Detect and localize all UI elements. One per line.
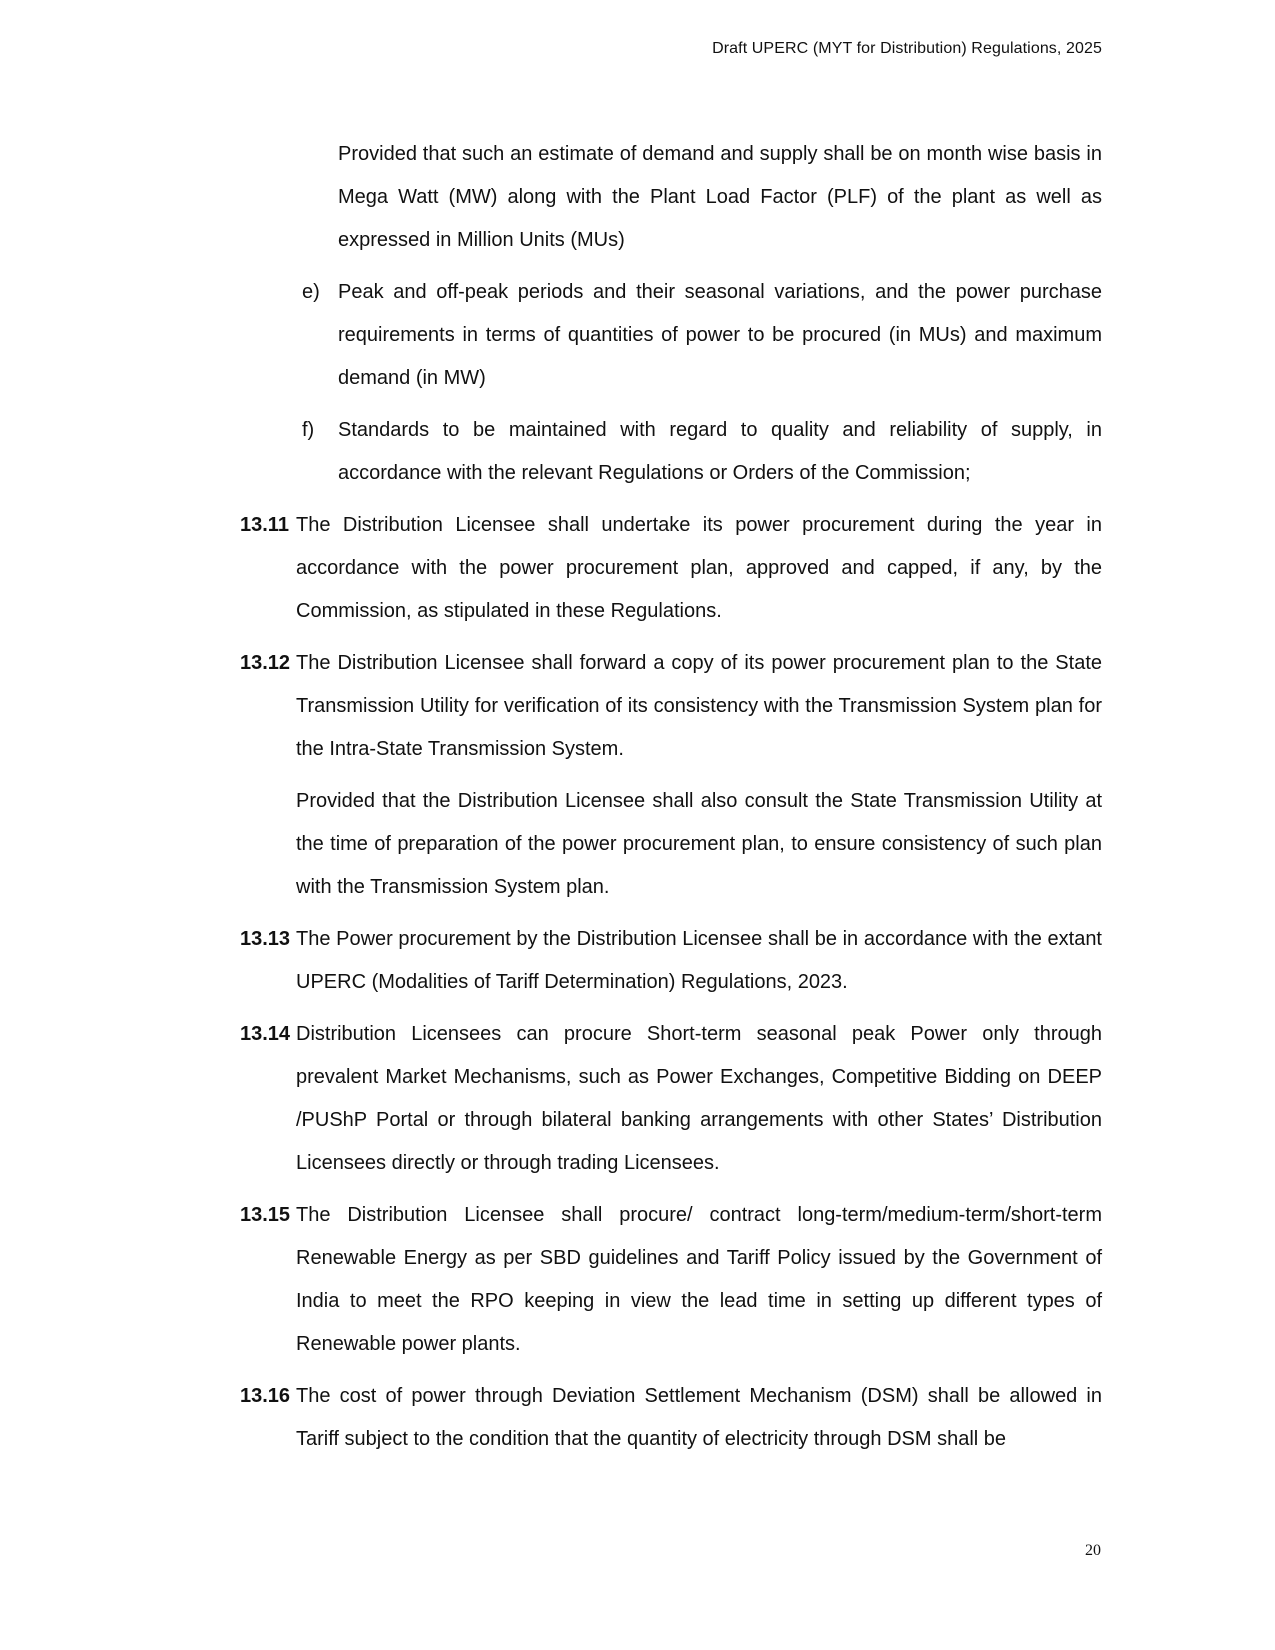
clause-text: The Power procurement by the Distribution Licensee shall be in accordance with the extant UPERC (Modalities of Tariff Determination) Regulations, 2023. bbox=[296, 928, 1102, 993]
clause-text: The Distribution Licensee shall undertake its power procurement during the year in accordance with the power procurement plan, approved and capped, if any, by the Commission, as stipulated in these Regulations. bbox=[296, 514, 1102, 622]
list-item-e bbox=[302, 271, 1102, 400]
clause-13-15 bbox=[240, 1194, 1102, 1366]
list-item-text: Standards to be maintained with regard to quality and reliability of supply, in accordance with the relevant Regulations or Orders of the Commission; bbox=[338, 419, 1102, 484]
list-item-text: Peak and off-peak periods and their seasonal variations, and the power purchase requirements in terms of quantities of power to be procured (in MUs) and maximum demand (in MW) bbox=[338, 281, 1102, 389]
clause-number: 13.16 bbox=[240, 1385, 291, 1407]
clause-13-12 bbox=[240, 642, 1102, 771]
clause-proviso: Provided that the Distribution Licensee shall also consult the State Transmission Utility at the time of preparation of the power procurement plan, to ensure consistency of such plan with the Transmission System plan. bbox=[296, 790, 1102, 898]
clause-text: The Distribution Licensee shall forward a copy of its power procurement plan to the State Transmission Utility for verification of its consistency with the Transmission System plan for the Intra-State Transmission System. bbox=[296, 652, 1102, 760]
list-item-label: e) bbox=[302, 281, 320, 303]
clause-text: The cost of power through Deviation Settlement Mechanism (DSM) shall be allowed in Tariff subject to the condition that the quantity of electricity through DSM shall be bbox=[296, 1385, 1102, 1450]
clause-13-13 bbox=[240, 918, 1102, 1004]
running-header: Draft UPERC (MYT for Distribution) Regulations, 2025 bbox=[712, 40, 1102, 57]
clause-number: 13.12 bbox=[240, 652, 291, 674]
clause-number: 13.13 bbox=[240, 928, 291, 950]
clause-13-11 bbox=[240, 504, 1102, 633]
list-item-f bbox=[302, 409, 1102, 495]
list-item-label: f) bbox=[302, 419, 315, 441]
clause-number: 13.15 bbox=[240, 1204, 291, 1226]
document-body bbox=[240, 133, 1102, 1461]
clause-13-16 bbox=[240, 1375, 1102, 1461]
proviso-paragraph: Provided that such an estimate of demand and supply shall be on month wise basis in Mega Watt (MW) along with the Plant Load Factor (PLF) of the plant as well as expressed in Million Units (MUs) bbox=[338, 143, 1102, 251]
page-number: 20 bbox=[1085, 1542, 1101, 1559]
clause-text: The Distribution Licensee shall procure/ contract long-term/medium-term/short-term Renewable Energy as per SBD guidelines and Tariff Policy issued by the Government of India to meet the RPO keeping in view the lead time in setting up different types of Renewable power plants. bbox=[296, 1204, 1102, 1355]
clause-13-14 bbox=[240, 1013, 1102, 1185]
clause-text: Distribution Licensees can procure Short-term seasonal peak Power only through prevalent Market Mechanisms, such as Power Exchanges, Competitive Bidding on DEEP /PUShP Portal or through bilateral banking arrangements with other States’ Distribution Licensees directly or through trading Licensees. bbox=[296, 1023, 1102, 1174]
clause-number: 13.14 bbox=[240, 1023, 291, 1045]
clause-number: 13.11 bbox=[240, 514, 289, 536]
